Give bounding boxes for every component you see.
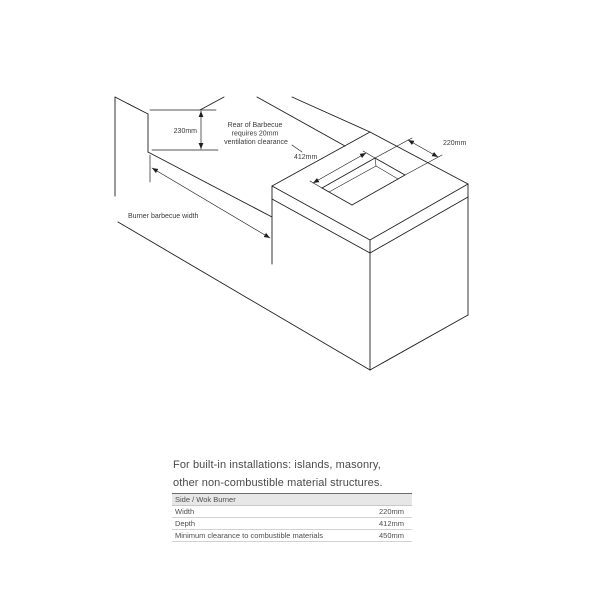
recess-back-edge (148, 152, 272, 217)
length-extension-back (363, 151, 375, 158)
cutout-front-right-edge (352, 175, 405, 205)
cutout-length-dimension (294, 151, 375, 188)
left-block-top-edge (115, 97, 148, 114)
width-extension-back (375, 138, 412, 158)
cabinet-top-front-left-edge (272, 186, 370, 240)
cutout-inner-corner (375, 158, 376, 166)
row-label: Depth (175, 519, 196, 528)
row-value: 220mm (378, 507, 404, 516)
slab-bottom-left-edge (272, 199, 370, 253)
cutout-width-dimension (375, 138, 467, 175)
row-value: 450mm (378, 531, 404, 540)
cutout-back-right-edge (375, 158, 405, 175)
back-wall-edge (200, 97, 224, 110)
row-label: Width (175, 507, 195, 516)
width-extension-right (405, 155, 442, 175)
rear-note-line-3: ventilation clearance (224, 139, 288, 146)
rear-ventilation-note (224, 122, 302, 152)
left-block (115, 97, 224, 196)
table-row (172, 518, 412, 530)
burner-cutout (322, 158, 405, 205)
caption-line-2: other non-combustible material structures. (173, 477, 383, 489)
height-label: 230mm (173, 128, 197, 135)
rear-note-line-2: requires 20mm (231, 130, 279, 138)
spec-table-header: Side / Wok Burner (172, 494, 412, 506)
rear-note-line-1: Rear of Barbecue (227, 122, 283, 129)
cutout-inner-left-corner (322, 188, 329, 192)
width-label: 220mm (443, 140, 467, 147)
caption-line-1: For built-in installations: islands, masonry, (173, 459, 381, 471)
installation-caption (173, 456, 383, 492)
burner-width-dimension (128, 155, 270, 238)
table-row (172, 530, 412, 542)
counter-back-edge (292, 97, 370, 132)
side-burner-cabinet (272, 132, 468, 370)
length-extension-front (310, 181, 322, 188)
cabinet-top-front-right-edge (370, 184, 468, 240)
rear-note-leader (292, 145, 302, 152)
barbecue-recess (118, 152, 370, 370)
burner-width-label: Burner barbecue width (128, 213, 199, 220)
table-row (172, 506, 412, 518)
slab-bottom-right-edge (370, 197, 468, 253)
burner-width-arrow (152, 168, 270, 238)
cabinet-base-right-edge (370, 315, 468, 370)
spec-table (172, 493, 412, 542)
length-label: 412mm (294, 154, 318, 161)
height-dimension (150, 110, 218, 150)
row-value: 412mm (378, 519, 404, 528)
row-label: Minimum clearance to combustible materials (175, 531, 323, 540)
cutout-inner-right-wall (376, 166, 398, 179)
cutout-back-left-edge (322, 158, 375, 188)
rear-note-text (224, 122, 288, 146)
counter-base-edge (118, 222, 370, 370)
